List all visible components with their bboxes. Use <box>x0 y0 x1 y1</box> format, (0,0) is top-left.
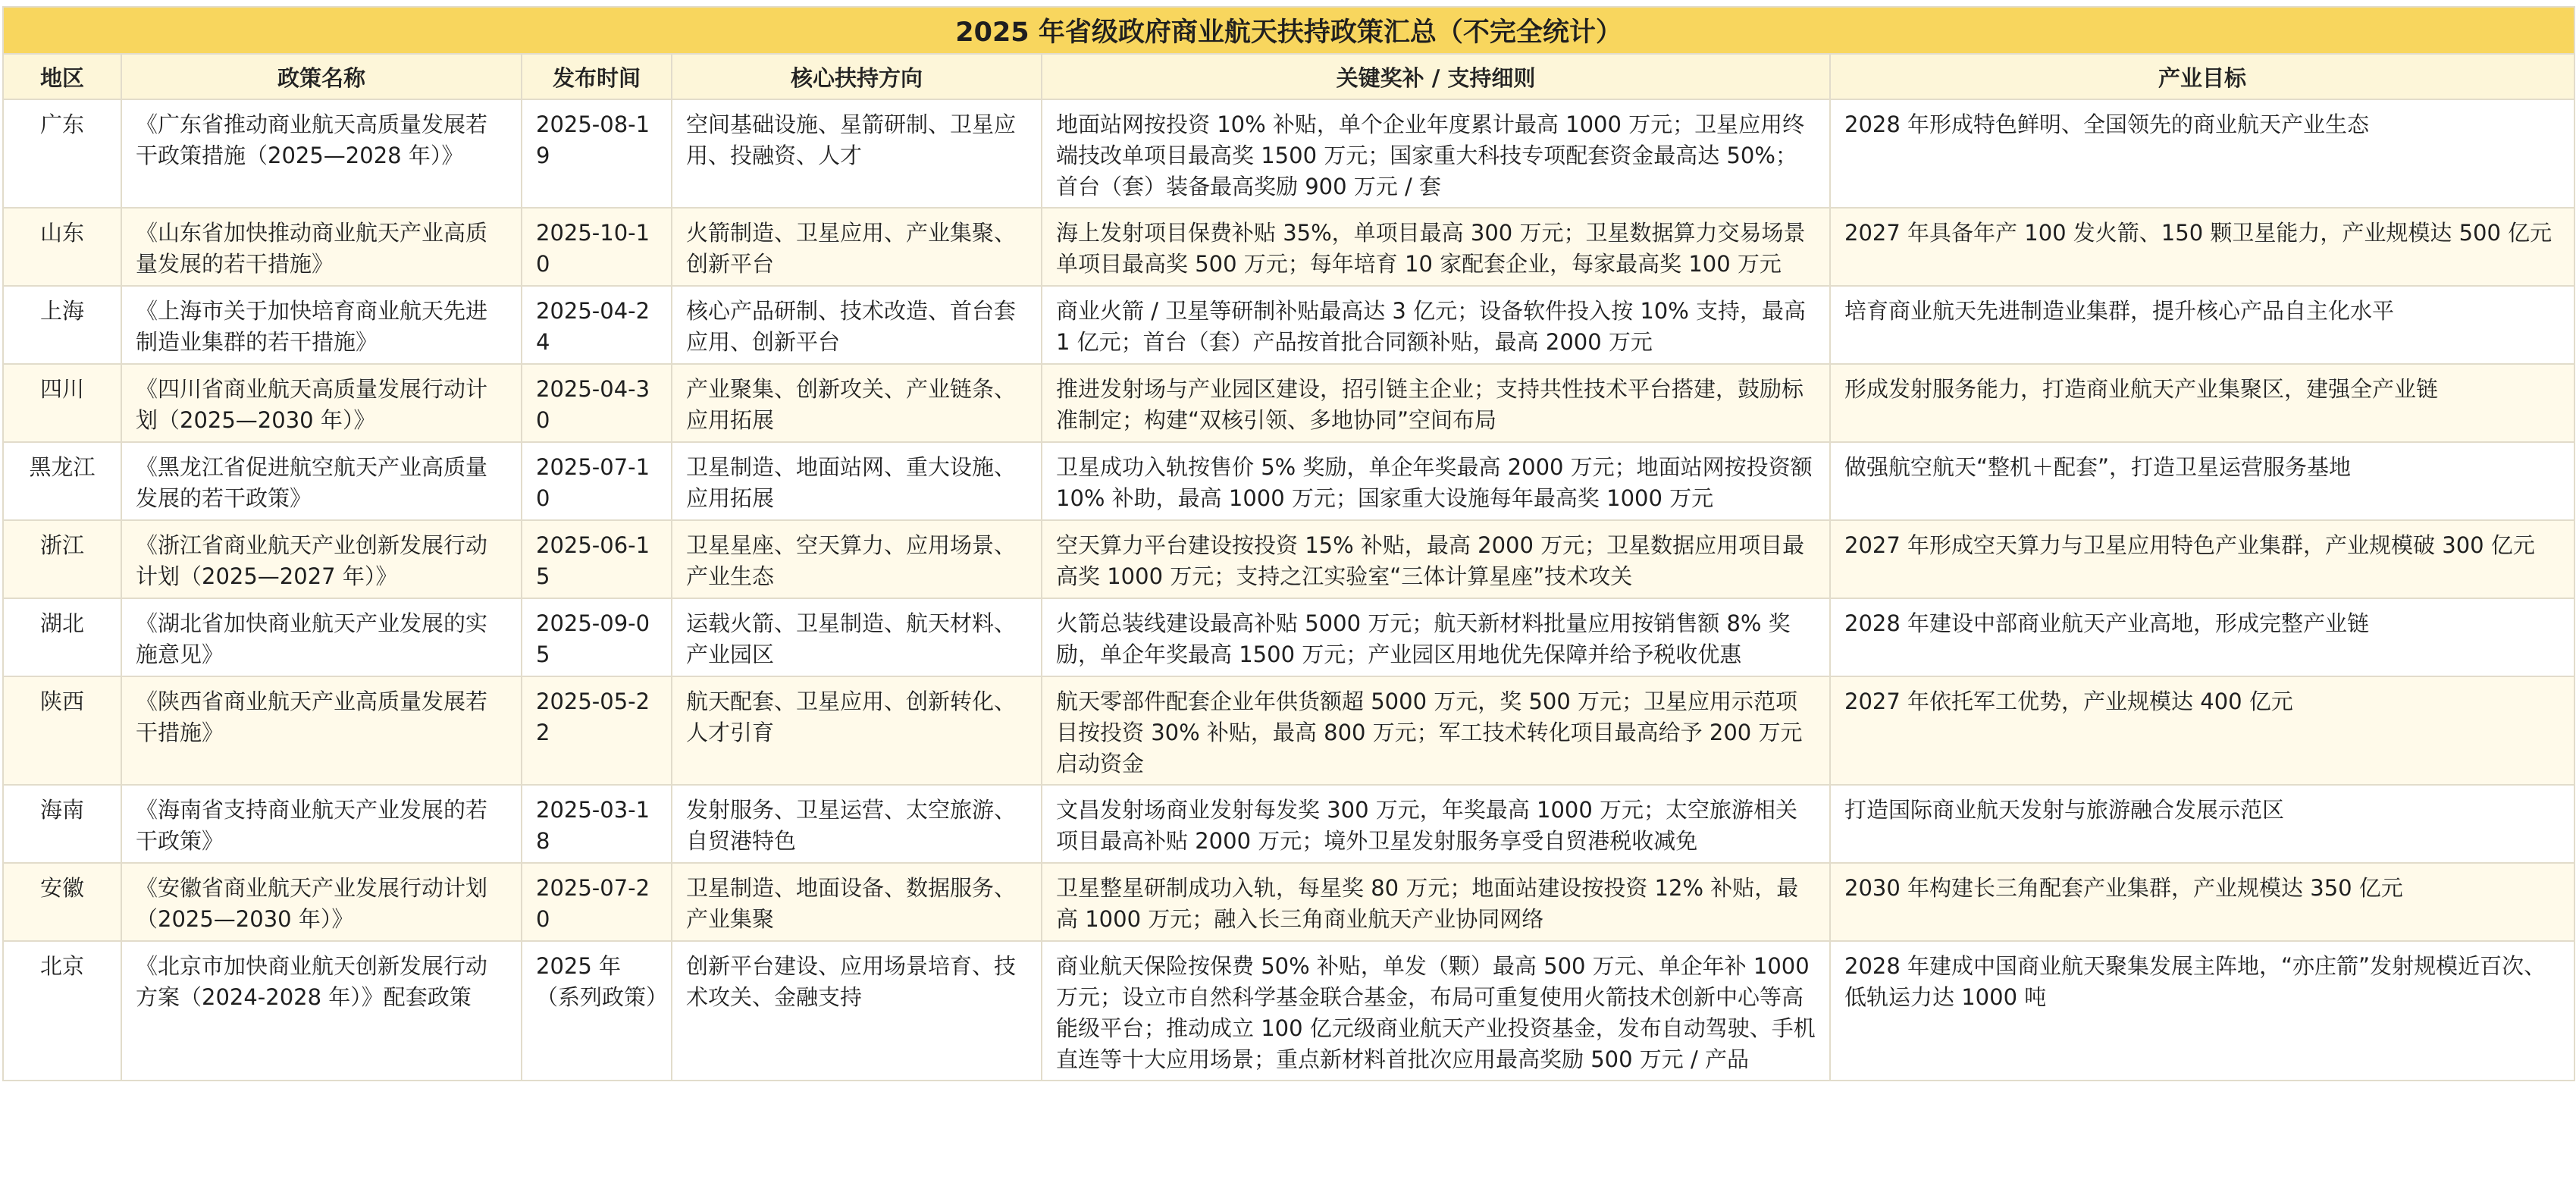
cell-region: 安徽 <box>3 863 121 941</box>
cell-release-date: 2025-09-05 <box>522 598 672 676</box>
cell-policy-name: 《上海市关于加快培育商业航天先进制造业集群的若干措施》 <box>121 286 522 364</box>
cell-industry-goal: 2027 年形成空天算力与卫星应用特色产业集群，产业规模破 300 亿元 <box>1830 520 2574 598</box>
cell-policy-name: 《山东省加快推动商业航天产业高质量发展的若干措施》 <box>121 208 522 286</box>
cell-key-support: 推进发射场与产业园区建设，招引链主企业；支持共性技术平台搭建，鼓励标准制定；构建“双核引领、多地协同”空间布局 <box>1042 364 1830 442</box>
cell-industry-goal: 2027 年依托军工优势，产业规模达 400 亿元 <box>1830 676 2574 785</box>
table-row <box>3 364 2574 442</box>
cell-key-support: 海上发射项目保费补贴 35%，单项目最高 300 万元；卫星数据算力交易场景单项目最高奖 500 万元；每年培育 10 家配套企业，每家最高奖 100 万元 <box>1042 208 1830 286</box>
cell-region: 浙江 <box>3 520 121 598</box>
cell-policy-name: 《北京市加快商业航天创新发展行动方案（2024-2028 年）》配套政策 <box>121 941 522 1081</box>
cell-policy-name: 《陕西省商业航天产业高质量发展若干措施》 <box>121 676 522 785</box>
cell-core-focus: 发射服务、卫星运营、太空旅游、自贸港特色 <box>672 785 1042 863</box>
table-row <box>3 785 2574 863</box>
cell-release-date: 2025-10-10 <box>522 208 672 286</box>
cell-release-date: 2025-03-18 <box>522 785 672 863</box>
cell-core-focus: 核心产品研制、技术改造、首台套应用、创新平台 <box>672 286 1042 364</box>
cell-industry-goal: 形成发射服务能力，打造商业航天产业集聚区，建强全产业链 <box>1830 364 2574 442</box>
header-key-support: 关键奖补 / 支持细则 <box>1042 54 1830 99</box>
table-row <box>3 442 2574 520</box>
policy-table-container <box>2 6 2574 1081</box>
table-row <box>3 598 2574 676</box>
cell-policy-name: 《湖北省加快商业航天产业发展的实施意见》 <box>121 598 522 676</box>
cell-release-date: 2025-07-20 <box>522 863 672 941</box>
cell-release-date: 2025-08-19 <box>522 99 672 208</box>
cell-core-focus: 航天配套、卫星应用、创新转化、人才引育 <box>672 676 1042 785</box>
cell-key-support: 航天零部件配套企业年供货额超 5000 万元，奖 500 万元；卫星应用示范项目按投资 30% 补贴，最高 800 万元；军工技术转化项目最高给予 200 万元启动资金 <box>1042 676 1830 785</box>
cell-release-date: 2025-04-24 <box>522 286 672 364</box>
cell-industry-goal: 2028 年建成中国商业航天聚集发展主阵地，“亦庄箭”发射规模近百次、低轨运力达 1000 吨 <box>1830 941 2574 1081</box>
header-region: 地区 <box>3 54 121 99</box>
cell-policy-name: 《安徽省商业航天产业发展行动计划（2025—2030 年）》 <box>121 863 522 941</box>
cell-core-focus: 产业聚集、创新攻关、产业链条、应用拓展 <box>672 364 1042 442</box>
cell-key-support: 火箭总装线建设最高补贴 5000 万元；航天新材料批量应用按销售额 8% 奖励，单企年奖最高 1500 万元；产业园区用地优先保障并给予税收优惠 <box>1042 598 1830 676</box>
cell-region: 上海 <box>3 286 121 364</box>
cell-release-date: 2025 年（系列政策） <box>522 941 672 1081</box>
cell-industry-goal: 2028 年建设中部商业航天产业高地，形成完整产业链 <box>1830 598 2574 676</box>
cell-region: 湖北 <box>3 598 121 676</box>
cell-policy-name: 《浙江省商业航天产业创新发展行动计划（2025—2027 年）》 <box>121 520 522 598</box>
cell-region: 北京 <box>3 941 121 1081</box>
cell-key-support: 卫星成功入轨按售价 5% 奖励，单企年奖最高 2000 万元；地面站网按投资额 10% 补助，最高 1000 万元；国家重大设施每年最高奖 1000 万元 <box>1042 442 1830 520</box>
cell-core-focus: 空间基础设施、星箭研制、卫星应用、投融资、人才 <box>672 99 1042 208</box>
cell-policy-name: 《四川省商业航天高质量发展行动计划（2025—2030 年）》 <box>121 364 522 442</box>
header-industry-goal: 产业目标 <box>1830 54 2574 99</box>
cell-key-support: 地面站网按投资 10% 补贴，单个企业年度累计最高 1000 万元；卫星应用终端技改单项目最高奖 1500 万元；国家重大科技专项配套资金最高达 50%；首台（套）装备最高奖励 900 万元 / 套 <box>1042 99 1830 208</box>
cell-key-support: 空天算力平台建设按投资 15% 补贴，最高 2000 万元；卫星数据应用项目最高奖 1000 万元；支持之江实验室“三体计算星座”技术攻关 <box>1042 520 1830 598</box>
cell-region: 广东 <box>3 99 121 208</box>
cell-region: 黑龙江 <box>3 442 121 520</box>
policy-table <box>2 6 2575 1081</box>
cell-core-focus: 卫星制造、地面站网、重大设施、应用拓展 <box>672 442 1042 520</box>
header-policy-name: 政策名称 <box>121 54 522 99</box>
table-row <box>3 208 2574 286</box>
header-core-focus: 核心扶持方向 <box>672 54 1042 99</box>
cell-industry-goal: 2027 年具备年产 100 发火箭、150 颗卫星能力，产业规模达 500 亿元 <box>1830 208 2574 286</box>
cell-core-focus: 创新平台建设、应用场景培育、技术攻关、金融支持 <box>672 941 1042 1081</box>
cell-policy-name: 《海南省支持商业航天产业发展的若干政策》 <box>121 785 522 863</box>
cell-core-focus: 卫星星座、空天算力、应用场景、产业生态 <box>672 520 1042 598</box>
cell-industry-goal: 2028 年形成特色鲜明、全国领先的商业航天产业生态 <box>1830 99 2574 208</box>
header-release-date: 发布时间 <box>522 54 672 99</box>
header-row <box>3 54 2574 99</box>
cell-policy-name: 《黑龙江省促进航空航天产业高质量发展的若干政策》 <box>121 442 522 520</box>
cell-industry-goal: 打造国际商业航天发射与旅游融合发展示范区 <box>1830 785 2574 863</box>
cell-core-focus: 卫星制造、地面设备、数据服务、产业集聚 <box>672 863 1042 941</box>
table-row <box>3 520 2574 598</box>
cell-key-support: 文昌发射场商业发射每发奖 300 万元，年奖最高 1000 万元；太空旅游相关项目最高补贴 2000 万元；境外卫星发射服务享受自贸港税收减免 <box>1042 785 1830 863</box>
table-row <box>3 941 2574 1081</box>
table-row <box>3 863 2574 941</box>
cell-release-date: 2025-06-15 <box>522 520 672 598</box>
cell-industry-goal: 2030 年构建长三角配套产业集群，产业规模达 350 亿元 <box>1830 863 2574 941</box>
cell-industry-goal: 培育商业航天先进制造业集群，提升核心产品自主化水平 <box>1830 286 2574 364</box>
cell-core-focus: 运载火箭、卫星制造、航天材料、产业园区 <box>672 598 1042 676</box>
cell-key-support: 卫星整星研制成功入轨，每星奖 80 万元；地面站建设按投资 12% 补贴，最高 1000 万元；融入长三角商业航天产业协同网络 <box>1042 863 1830 941</box>
table-row <box>3 99 2574 208</box>
cell-key-support: 商业航天保险按保费 50% 补贴，单发（颗）最高 500 万元、单企年补 1000 万元；设立市自然科学基金联合基金，布局可重复使用火箭技术创新中心等高能级平台；推动成立 100 亿元级商业航天产业投资基金，发布自动驾驶、手机直连等十大应用场景；重点新材料首批次应用最高奖励 500 万元 / 产品 <box>1042 941 1830 1081</box>
cell-core-focus: 火箭制造、卫星应用、产业集聚、创新平台 <box>672 208 1042 286</box>
cell-region: 陕西 <box>3 676 121 785</box>
cell-release-date: 2025-05-22 <box>522 676 672 785</box>
cell-region: 四川 <box>3 364 121 442</box>
cell-industry-goal: 做强航空航天“整机＋配套”，打造卫星运营服务基地 <box>1830 442 2574 520</box>
cell-region: 海南 <box>3 785 121 863</box>
cell-release-date: 2025-04-30 <box>522 364 672 442</box>
cell-policy-name: 《广东省推动商业航天高质量发展若干政策措施（2025—2028 年）》 <box>121 99 522 208</box>
cell-key-support: 商业火箭 / 卫星等研制补贴最高达 3 亿元；设备软件投入按 10% 支持，最高 1 亿元；首台（套）产品按首批合同额补贴，最高 2000 万元 <box>1042 286 1830 364</box>
cell-release-date: 2025-07-10 <box>522 442 672 520</box>
table-row <box>3 676 2574 785</box>
table-row <box>3 286 2574 364</box>
table-title: 2025 年省级政府商业航天扶持政策汇总（不完全统计） <box>3 7 2574 54</box>
cell-region: 山东 <box>3 208 121 286</box>
